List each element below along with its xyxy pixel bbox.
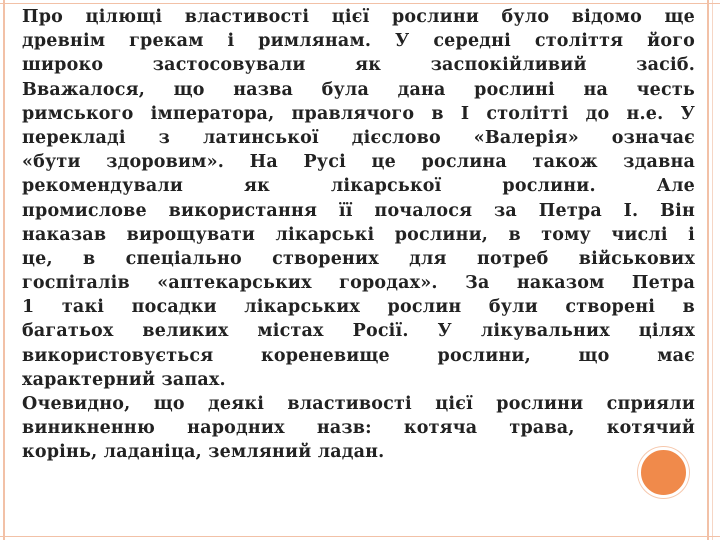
right-border-line <box>707 0 709 540</box>
text-line: «бути здоровим». На Русі це рослина також здавна <box>22 152 695 173</box>
text-line: характерний запах. <box>22 369 226 390</box>
text-line: промислове використання її почалося за Петра I. Він <box>22 200 695 221</box>
text-line: багатьох великих містах Росії. У лікувальних цілях <box>22 321 695 342</box>
text-line: це, в спеціально створених для потреб військових <box>22 248 695 269</box>
top-border-line <box>0 3 720 4</box>
text-line: виникненню народних назв: котяча трава, котячий <box>22 418 695 439</box>
body-text <box>22 5 695 465</box>
text-line: Очевидно, що деякі властивості цієї рослини сприяли <box>22 394 695 414</box>
bottom-border-line <box>0 536 720 537</box>
right-border-line-secondary <box>712 0 713 540</box>
text-line: наказав вирощувати лікарські рослини, в тому числі і <box>22 224 695 245</box>
text-line: 1 такі посадки лікарських рослин були створені в <box>22 297 695 318</box>
orange-circle-decoration <box>638 447 689 498</box>
text-line: Вважалося, що назва була дана рослині на честь <box>22 79 695 100</box>
text-line: перекладі з латинської дієслово «Валерія» означає <box>22 127 695 148</box>
text-line: древнім грекам і римлянам. У середні століття його <box>22 31 695 52</box>
text-line: госпіталів «аптекарських городах». За наказом Петра <box>22 273 695 294</box>
text-line: римського імператора, правлячого в I столітті до н.е. У <box>22 103 695 124</box>
text-line: широко застосовували як заспокійливий засіб. <box>22 55 695 76</box>
text-line: Про цілющі властивості цієї рослини було відомо ще <box>22 7 695 27</box>
text-line: використовується кореневище рослини, що має <box>22 345 695 366</box>
text-line: рекомендували як лікарської рослини. Але <box>22 176 695 197</box>
left-border-line <box>3 0 5 540</box>
text-line: корінь, ладаніца, земляний ладан. <box>22 442 385 463</box>
